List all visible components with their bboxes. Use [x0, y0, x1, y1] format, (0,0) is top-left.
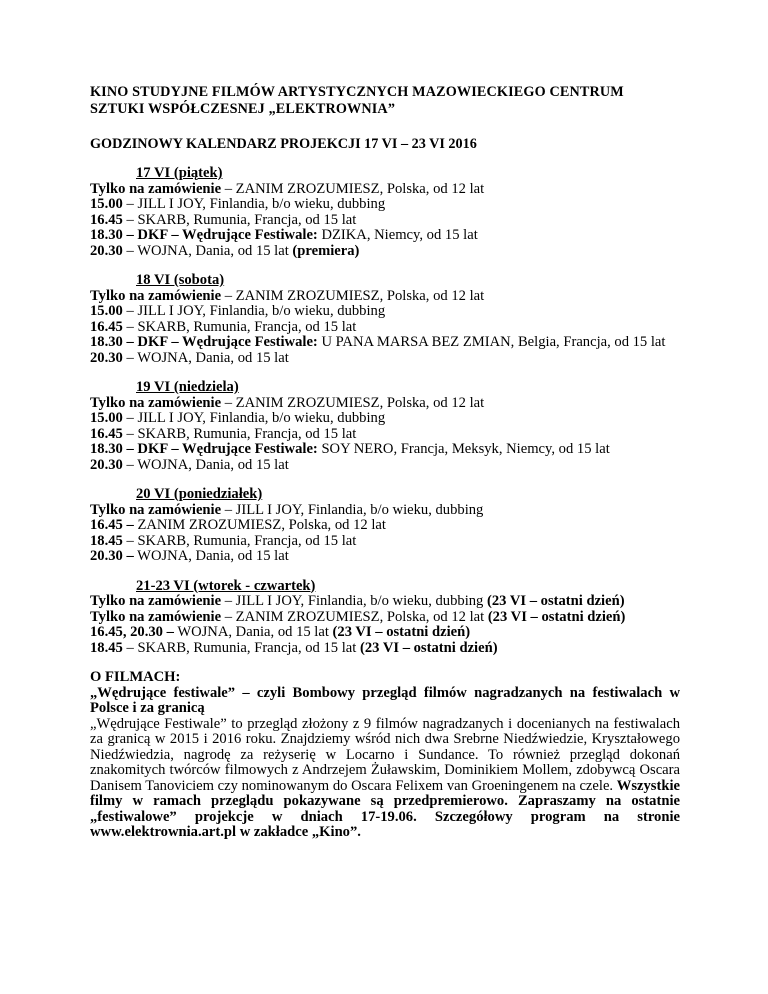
screening-note: (premiera)	[292, 242, 360, 259]
title-line-2: SZTUKI WSPÓŁCZESNEJ „ELEKTROWNIA”	[90, 100, 396, 117]
schedule-row	[90, 182, 680, 198]
separator: –	[122, 425, 138, 442]
screening-time: 16.45, 20.30 –	[90, 624, 174, 640]
document-title	[90, 84, 680, 117]
screening-time: 18.45	[90, 639, 123, 656]
schedule-row	[90, 244, 680, 260]
about-body-bold: Wszystkie filmy w ramach przeglądu pokazywane są przedpremierowo. Zapraszamy na ostatnie „festiwalowe” projekcje w dniach 17-19.06. Szczegółowy program na stronie www.elektrownia.art.pl w zakładce „Kino”.	[90, 777, 680, 840]
day-block	[90, 487, 680, 565]
screening-time: 18.45	[90, 532, 123, 549]
screening-time: 15.00	[90, 303, 123, 319]
film-info: WOJNA, Dania, od 15 lat	[137, 548, 289, 564]
schedule-row	[90, 442, 680, 458]
film-info: ZANIM ZROZUMIESZ, Polska, od 12 lat	[235, 608, 488, 625]
screening-time: 16.45 –	[90, 517, 134, 533]
film-info: JILL I JOY, Finlandia, b/o wieku, dubbing	[137, 196, 386, 212]
separator: –	[221, 501, 236, 518]
schedule-row	[90, 228, 680, 244]
day-heading: 20 VI (poniedziałek)	[136, 486, 263, 502]
screening-time: 16.45	[90, 425, 123, 442]
separator: –	[122, 349, 138, 366]
schedule-days	[90, 166, 680, 656]
separator: –	[221, 608, 236, 625]
schedule-row	[90, 213, 680, 229]
screening-time: Tylko na zamówienie	[90, 608, 222, 625]
separator: –	[122, 456, 138, 473]
screening-note: (23 VI – ostatni dzień)	[359, 639, 498, 656]
film-info: SKARB, Rumunia, Francja, od 15 lat	[137, 318, 357, 335]
screening-time: Tylko na zamówienie	[90, 180, 222, 197]
schedule-row	[90, 304, 680, 320]
about-films-section	[90, 670, 680, 841]
title-line-1: KINO STUDYJNE FILMÓW ARTYSTYCZNYCH MAZOWIECKIEGO CENTRUM	[90, 84, 624, 100]
film-info: WOJNA, Dania, od 15 lat	[137, 456, 289, 473]
day-block	[90, 380, 680, 473]
film-info: DZIKA, Niemcy, od 15 lat	[321, 227, 478, 243]
schedule-row	[90, 320, 680, 336]
separator: –	[122, 639, 138, 656]
screening-time: 18.30 – DKF – Wędrujące Festiwale:	[90, 334, 318, 350]
schedule-row	[90, 518, 680, 534]
film-info: SKARB, Rumunia, Francja, od 15 lat	[137, 532, 357, 549]
separator: –	[122, 303, 138, 319]
day-block	[90, 166, 680, 259]
film-info: ZANIM ZROZUMIESZ, Polska, od 12 lat	[235, 394, 485, 411]
about-heading: O FILMACH:	[90, 669, 181, 685]
screening-time: 15.00	[90, 196, 123, 212]
separator: –	[122, 318, 138, 335]
about-body	[90, 717, 680, 841]
screening-time: Tylko na zamówienie	[90, 287, 222, 304]
film-info: WOJNA, Dania, od 15 lat	[137, 349, 289, 366]
separator: –	[221, 593, 236, 609]
film-info: ZANIM ZROZUMIESZ, Polska, od 12 lat	[137, 517, 386, 533]
separator: –	[122, 410, 138, 426]
schedule-row	[90, 594, 680, 610]
separator: –	[221, 394, 236, 411]
schedule-row	[90, 625, 680, 641]
film-info: JILL I JOY, Finlandia, b/o wieku, dubbing	[235, 593, 487, 609]
film-info: WOJNA, Dania, od 15 lat	[137, 242, 293, 259]
screening-time: 18.30 – DKF – Wędrujące Festiwale:	[90, 227, 318, 243]
screening-time: 20.30	[90, 349, 123, 366]
schedule-row	[90, 503, 680, 519]
film-info: JILL I JOY, Finlandia, b/o wieku, dubbing	[137, 410, 386, 426]
film-info: ZANIM ZROZUMIESZ, Polska, od 12 lat	[235, 180, 485, 197]
screening-time: Tylko na zamówienie	[90, 501, 222, 518]
schedule-row	[90, 641, 680, 657]
day-heading: 18 VI (sobota)	[136, 272, 225, 288]
schedule-row	[90, 351, 680, 367]
day-heading: 19 VI (niedziela)	[136, 379, 239, 395]
screening-time: Tylko na zamówienie	[90, 593, 222, 609]
screening-time: 15.00	[90, 410, 123, 426]
film-info: SKARB, Rumunia, Francja, od 15 lat	[137, 425, 357, 442]
separator: –	[122, 196, 138, 212]
schedule-row	[90, 427, 680, 443]
separator: –	[122, 532, 138, 549]
screening-time: 16.45	[90, 211, 123, 228]
screening-time: 16.45	[90, 318, 123, 335]
film-info: SKARB, Rumunia, Francja, od 15 lat	[137, 639, 360, 656]
document-body	[90, 84, 680, 841]
schedule-row	[90, 197, 680, 213]
film-info: WOJNA, Dania, od 15 lat	[177, 624, 333, 640]
separator: –	[221, 287, 236, 304]
screening-note: (23 VI – ostatni dzień)	[487, 608, 626, 625]
schedule-row	[90, 396, 680, 412]
day-block	[90, 273, 680, 366]
schedule-row	[90, 610, 680, 626]
film-info: ZANIM ZROZUMIESZ, Polska, od 12 lat	[235, 287, 485, 304]
film-info: SOY NERO, Francja, Meksyk, Niemcy, od 15 lat	[321, 441, 610, 457]
schedule-row	[90, 549, 680, 565]
day-heading: 17 VI (piątek)	[136, 165, 223, 181]
separator: –	[122, 242, 138, 259]
separator: –	[122, 211, 138, 228]
film-info: SKARB, Rumunia, Francja, od 15 lat	[137, 211, 357, 228]
screening-time: 18.30 – DKF – Wędrujące Festiwale:	[90, 441, 318, 457]
day-heading: 21-23 VI (wtorek - czwartek)	[136, 577, 316, 594]
schedule-row	[90, 289, 680, 305]
film-info: JILL I JOY, Finlandia, b/o wieku, dubbing	[137, 303, 386, 319]
day-block	[90, 579, 680, 657]
about-lead: „Wędrujące festiwale” – czyli Bombowy przegląd filmów nagradzanych na festiwalach w Polsce i za granicą	[90, 684, 680, 716]
schedule-row	[90, 534, 680, 550]
screening-time: 20.30 –	[90, 548, 134, 564]
schedule-row	[90, 411, 680, 427]
schedule-row	[90, 458, 680, 474]
separator: –	[221, 180, 236, 197]
about-body-text: „Wędrujące Festiwale” to przegląd złożony z 9 filmów nagradzanych i docenianych na festiwalach za granicą w 2015 i 2016 roku. Znajdziemy wśród nich dwa Srebrne Niedźwiedzie, Kryształowego Niedźwiedzia, nagrodę za reżyserię w Locarno i Sundance. To również przegląd dokonań znakomitych twórców filmowych z Andrzejem Żuławskim, Dominikiem Mollem, zdobywcą Oscara Danisem Tanoviciem czy nominowanym do Oscara Felixem van Groeningenem na czele.	[90, 715, 680, 794]
film-info: U PANA MARSA BEZ ZMIAN, Belgia, Francja, od 15 lat	[321, 334, 666, 350]
schedule-row	[90, 335, 680, 351]
film-info: JILL I JOY, Finlandia, b/o wieku, dubbing	[235, 501, 484, 518]
screening-time: Tylko na zamówienie	[90, 394, 222, 411]
screening-time: 20.30	[90, 242, 123, 259]
screening-note: (23 VI – ostatni dzień)	[332, 624, 471, 640]
screening-time: 20.30	[90, 456, 123, 473]
schedule-subtitle: GODZINOWY KALENDARZ PROJEKCJI 17 VI – 23 VI 2016	[90, 136, 477, 152]
screening-note: (23 VI – ostatni dzień)	[487, 593, 625, 609]
